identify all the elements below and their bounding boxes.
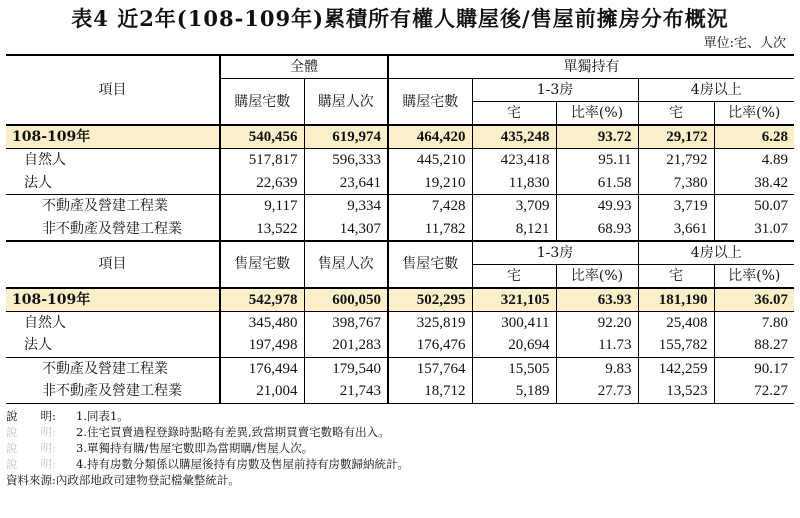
cell: 19,210 [388,172,472,195]
bottom-sub-1-3-rooms: 1-3房 [472,241,638,265]
cell: 435,248 [472,125,556,149]
cell: 20,694 [472,334,556,357]
col-purchase-count: 購屋宅數 [220,79,304,126]
cell: 517,817 [220,149,304,172]
notes [6,408,794,488]
bottom-col-ratio-4: 比率(%) [714,264,794,288]
cell: 61.58 [556,172,638,195]
cell: 502,295 [388,288,472,312]
table-row [6,195,794,218]
row-label: 108-109年 [6,125,220,149]
bottom-col-house-4: 宅 [638,264,714,288]
notes-lead: 說 明: [6,408,56,423]
row-label: 108-109年 [6,288,220,312]
cell: 72.27 [714,380,794,403]
cell: 197,498 [220,334,304,357]
cell: 31.07 [714,218,794,241]
bottom-item-header: 項目 [6,241,220,288]
cell: 9,117 [220,195,304,218]
table-row [6,218,794,241]
cell: 619,974 [304,125,388,149]
cell: 9,334 [304,195,388,218]
cell: 445,210 [388,149,472,172]
cell: 11.73 [556,334,638,357]
unit-label: 單位:宅、人次 [703,36,786,51]
note-text: 4.持有房數分類係以購屋後持有房數及售屋前持有房數歸納統計。 [76,456,409,471]
table-row [6,334,794,357]
cell: 21,004 [220,380,304,403]
cell: 18,712 [388,380,472,403]
cell: 49.93 [556,195,638,218]
col-ratio-1-3: 比率(%) [556,102,638,126]
col-single-sale-count: 售屋宅數 [388,241,472,288]
row-label: 非不動產及營建工程業 [42,220,182,237]
cell: 325,819 [388,311,472,334]
note-text: 2.住宅買賣過程登錄時點略有差異,致當期買賣宅數略有出入。 [76,424,390,439]
cell: 93.72 [556,125,638,149]
cell: 3,661 [638,218,714,241]
cell: 25,408 [638,311,714,334]
note-item [6,408,794,424]
row-label: 法人 [24,337,52,354]
cell: 321,105 [472,288,556,312]
cell: 13,522 [220,218,304,241]
note-text: 1.同表1。 [76,408,129,423]
source-line [6,472,794,488]
table-row [6,172,794,195]
bottom-header-row-1 [6,241,794,265]
cell: 300,411 [472,311,556,334]
note-item [6,440,794,456]
cell: 68.93 [556,218,638,241]
table-row [6,311,794,334]
cell: 596,333 [304,149,388,172]
cell: 27.73 [556,380,638,403]
cell: 95.11 [556,149,638,172]
cell: 542,978 [220,288,304,312]
cell: 8,121 [472,218,556,241]
cell: 7,380 [638,172,714,195]
table-title: 表4 近2年(108-109年)累積所有權人購屋後/售屋前擁房分布概況 [71,6,729,31]
cell: 5,189 [472,380,556,403]
cell: 398,767 [304,311,388,334]
cell: 345,480 [220,311,304,334]
row-label: 不動產及營建工程業 [6,195,220,218]
row-label: 法人 [24,174,52,191]
cell: 23,641 [304,172,388,195]
cell: 14,307 [304,218,388,241]
cell: 600,050 [304,288,388,312]
cell: 3,719 [638,195,714,218]
cell: 176,476 [388,334,472,357]
row-label: 非不動產及營建工程業 [6,380,220,403]
cell: 6.28 [714,125,794,149]
cell: 423,418 [472,149,556,172]
cell: 540,456 [220,125,304,149]
col-purchase-people: 購屋人次 [304,79,388,126]
cell: 9.83 [556,357,638,380]
col-house-1-3: 宅 [472,102,556,126]
row-label: 自然人 [6,311,220,334]
cell: 201,283 [304,334,388,357]
bottom-col-ratio-1-3: 比率(%) [556,264,638,288]
table-row [6,125,794,149]
note-item [6,456,794,472]
top-header-row-1 [6,55,794,79]
source-text: 資料來源:內政部地政司建物登記檔彙整統計。 [6,472,240,487]
cell: 88.27 [714,334,794,357]
cell: 21,743 [304,380,388,403]
cell: 15,505 [472,357,556,380]
sub-1-3-rooms: 1-3房 [472,79,638,102]
col-house-4: 宅 [638,102,714,126]
table-row [6,357,794,380]
cell: 13,523 [638,380,714,403]
cell: 22,639 [220,172,304,195]
cell: 50.07 [714,195,794,218]
sub-4-rooms: 4房以上 [638,79,794,102]
col-single-purchase-count: 購屋宅數 [388,79,472,126]
cell: 142,259 [638,357,714,380]
cell: 7.80 [714,311,794,334]
cell: 90.17 [714,357,794,380]
cell: 21,792 [638,149,714,172]
col-sale-people: 售屋人次 [304,241,388,288]
notes-lead-faded: 說 明: [6,440,56,455]
cell: 181,190 [638,288,714,312]
cell: 179,540 [304,357,388,380]
cell: 92.20 [556,311,638,334]
bottom-sub-4-rooms: 4房以上 [638,241,794,265]
cell: 155,782 [638,334,714,357]
table-row [6,380,794,403]
cell: 464,420 [388,125,472,149]
notes-lead-faded: 說 明: [6,456,56,471]
cell: 7,428 [388,195,472,218]
col-ratio-4: 比率(%) [714,102,794,126]
note-item [6,424,794,440]
cell: 176,494 [220,357,304,380]
group-all-header: 全體 [220,55,388,79]
cell: 3,709 [472,195,556,218]
cell: 157,764 [388,357,472,380]
cell: 29,172 [638,125,714,149]
notes-lead-faded: 說 明: [6,424,56,439]
row-label: 自然人 [6,149,220,172]
cell: 38.42 [714,172,794,195]
cell: 36.07 [714,288,794,312]
top-item-header: 項目 [6,55,220,125]
cell: 11,782 [388,218,472,241]
bottom-col-house-1-3: 宅 [472,264,556,288]
cell: 11,830 [472,172,556,195]
row-label: 不動產及營建工程業 [6,357,220,380]
cell: 63.93 [556,288,638,312]
group-single-header: 單獨持有 [388,55,794,79]
note-text: 3.單獨持有購/售屋宅數即為當期購/售屋人次。 [76,440,314,455]
col-sale-count: 售屋宅數 [220,241,304,288]
cell: 4.89 [714,149,794,172]
table-row [6,149,794,172]
table-row [6,288,794,312]
ownership-table [6,54,794,404]
